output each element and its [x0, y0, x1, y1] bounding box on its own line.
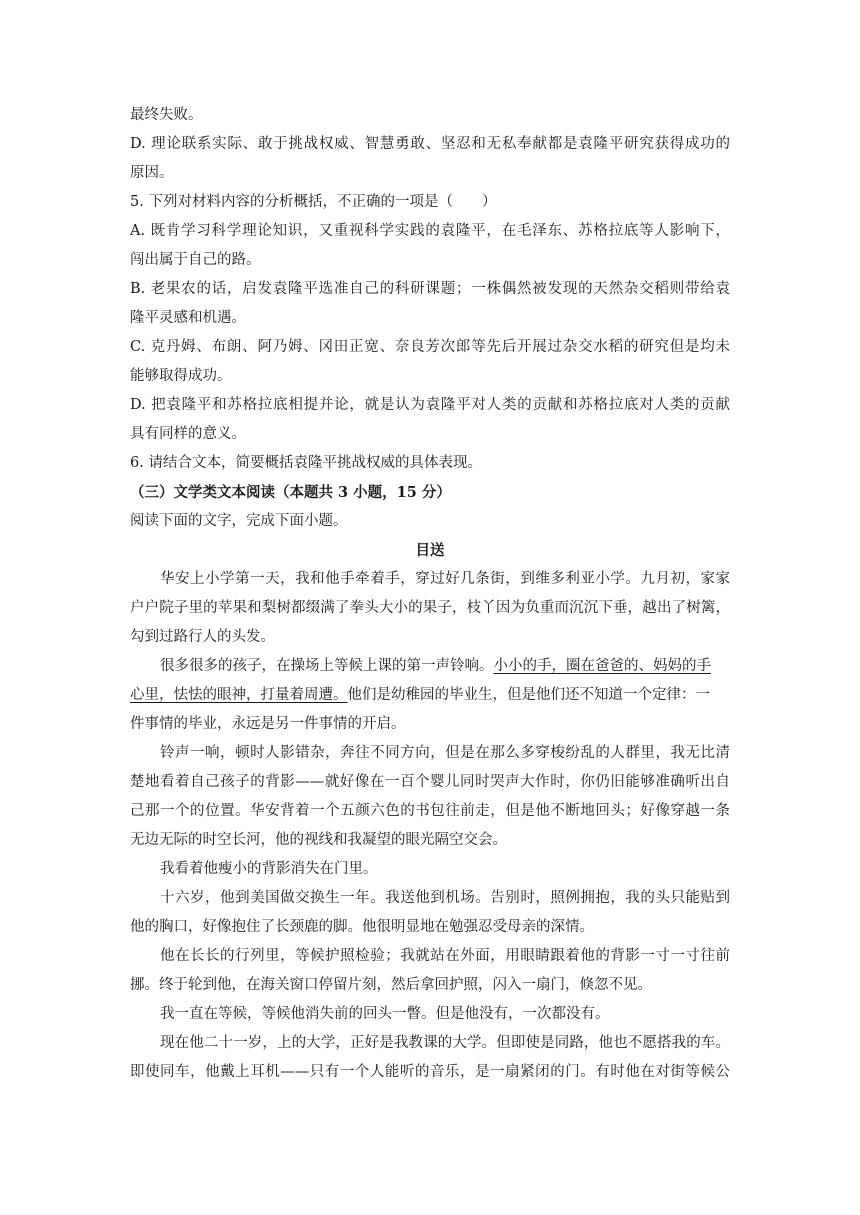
paragraph-line: 勾到过路行人的头发。	[130, 629, 275, 645]
document-page	[130, 101, 730, 1087]
instruction: 阅读下面的文字，完成下面小题。	[130, 513, 348, 529]
text-line: 最终失败。	[130, 107, 203, 123]
option-b-line: B. 老果农的话，启发袁隆平选准自己的科研课题；一株偶然被发现的天然杂交稻则带给袁	[130, 281, 730, 297]
paragraph-line: 挪。终于轮到他，在海关窗口停留片刻，然后拿回护照，闪入一扇门，倏忽不见。	[130, 977, 652, 993]
option-d-line: D. 把袁隆平和苏格拉底相提并论，就是认为袁隆平对人类的贡献和苏格拉底对人类的贡献	[130, 397, 730, 413]
paragraph-line: 无边无际的时空长河，他的视线和我凝望的眼光隔空交会。	[130, 832, 507, 848]
paragraph-line: 我看着他瘦小的背影消失在门里。	[160, 861, 378, 877]
text-segment: 他们是幼稚园的毕业生，但是他们还不知道一个定律：一	[347, 687, 710, 703]
text-line: 具有同样的意义。	[130, 426, 246, 442]
paragraph-line: 华安上小学第一天，我和他手牵着手，穿过好几条街，到维多利亚小学。九月初，家家	[160, 571, 730, 587]
underlined-sentence: 小小的手，圈在爸爸的、妈妈的手	[493, 658, 711, 674]
text-line: 隆平灵感和机遇。	[130, 310, 246, 326]
text-segment: 很多很多的孩子，在操场上等候上课的第一声铃响。	[160, 658, 494, 674]
option-d-line: D. 理论联系实际、敢于挑战权威、智慧勇敢、坚忍和无私奉献都是袁隆平研究获得成功的	[130, 136, 730, 152]
section-heading: （三）文学类文本阅读（本题共 3 小题，15 分）	[130, 484, 451, 501]
paragraph-line: 即使同车，他戴上耳机——只有一个人能听的音乐，是一扇紧闭的门。有时他在对街等候公	[130, 1064, 730, 1080]
paragraph-line: 他的胸口，好像抱住了长颈鹿的脚。他很明显地在勉强忍受母亲的深情。	[130, 919, 594, 935]
text-line: 闯出属于自己的路。	[130, 252, 261, 268]
option-a-line: A. 既肯学习科学理论知识，又重视科学实践的袁隆平，在毛泽东、苏格拉底等人影响下，	[130, 223, 730, 239]
paragraph-line: 户户院子里的苹果和梨树都缀满了拳头大小的果子，枝丫因为负重而沉沉下垂，越出了树篱，	[130, 600, 730, 616]
paragraph-line	[130, 681, 730, 710]
paragraph-line: 件事情的毕业，永远是另一件事情的开启。	[130, 716, 406, 732]
article-title: 目送	[415, 542, 445, 559]
question-6: 6. 请结合文本，简要概括袁隆平挑战权威的具体表现。	[130, 455, 482, 471]
paragraph-line	[130, 652, 730, 681]
paragraph-line: 己那一个的位置。华安背着一个五颜六色的书包往前走，但是他不断地回头；好像穿越一条	[130, 803, 730, 819]
paragraph-line: 十六岁，他到美国做交换生一年。我送他到机场。告别时，照例拥抱，我的头只能贴到	[160, 890, 730, 906]
option-c-line: C. 克丹姆、布朗、阿乃姆、冈田正宽、奈良芳次郎等先后开展过杂交水稻的研究但是均未	[130, 339, 730, 355]
text-line: 原因。	[130, 165, 174, 181]
paragraph-line: 铃声一响，顿时人影错杂，奔往不同方向，但是在那么多穿梭纷乱的人群里，我无比清	[160, 745, 730, 761]
paragraph-line: 他在长长的行列里，等候护照检验；我就站在外面，用眼睛跟着他的背影一寸一寸往前	[160, 948, 730, 964]
text-line: 能够取得成功。	[130, 368, 232, 384]
paragraph-line: 现在他二十一岁，上的大学，正好是我教课的大学。但即使是同路，他也不愿搭我的车。	[160, 1035, 730, 1051]
question-5: 5. 下列对材料内容的分析概括，不正确的一项是（ ）	[130, 194, 497, 210]
underlined-sentence: 心里，怯怯的眼神，打量着周遭。	[130, 687, 348, 703]
paragraph-line: 我一直在等候，等候他消失前的回头一瞥。但是他没有，一次都没有。	[160, 1006, 610, 1022]
paragraph-line: 楚地看着自己孩子的背影——就好像在一百个婴儿同时哭声大作时，你仍旧能够准确听出自	[130, 774, 730, 790]
